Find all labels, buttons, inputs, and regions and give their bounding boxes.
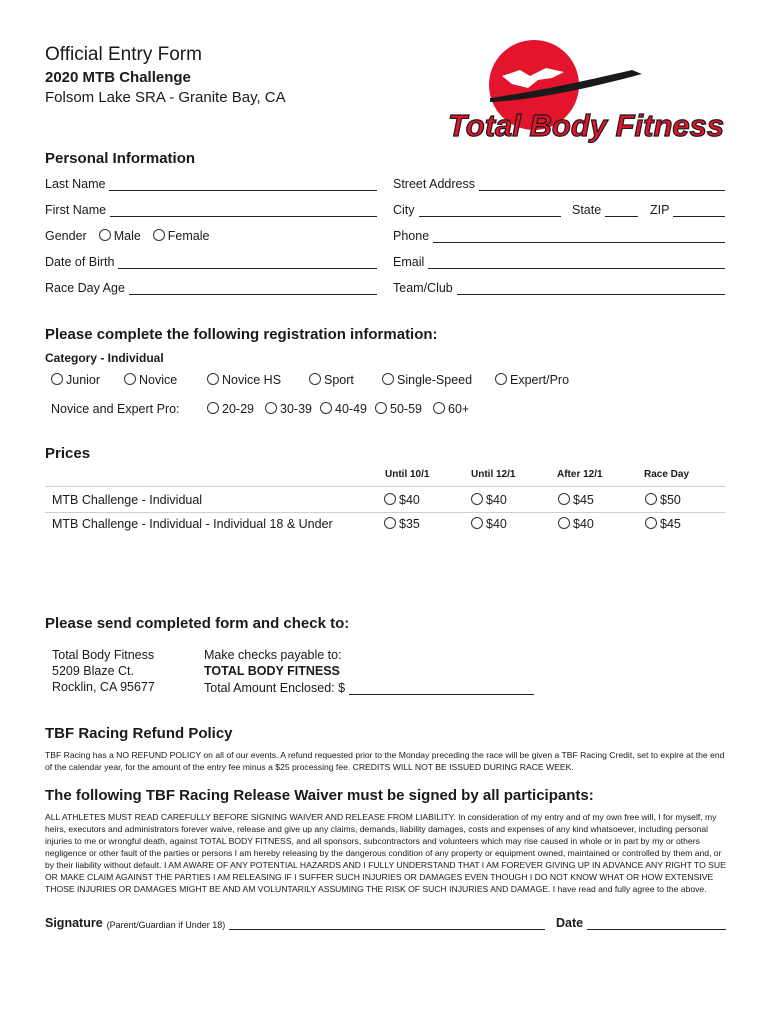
- price-col-until-10-1: Until 10/1: [385, 469, 430, 480]
- radio-icon: [124, 373, 136, 385]
- email-field[interactable]: Email: [393, 253, 725, 269]
- team-club-field[interactable]: Team/Club: [393, 279, 725, 295]
- form-title: Official Entry Form: [45, 44, 202, 65]
- radio-icon: [153, 229, 165, 241]
- age-60-plus-option[interactable]: 60+: [433, 402, 469, 416]
- radio-icon: [433, 402, 445, 414]
- category-junior-option[interactable]: Junior: [51, 373, 100, 387]
- category-single-speed-option[interactable]: Single-Speed: [382, 373, 472, 387]
- total-body-fitness-logo: [442, 40, 727, 144]
- price-option[interactable]: $50: [645, 493, 681, 507]
- prices-divider: [45, 486, 725, 487]
- date-field[interactable]: Date: [556, 914, 726, 930]
- refund-heading: TBF Racing Refund Policy: [45, 725, 233, 742]
- registration-heading: Please complete the following registration information:: [45, 326, 438, 343]
- radio-icon: [265, 402, 277, 414]
- logo-wordmark: Total Body Fitness: [448, 108, 725, 143]
- price-col-until-12-1: Until 12/1: [471, 469, 516, 480]
- first-name-field[interactable]: First Name: [45, 201, 377, 217]
- radio-icon: [320, 402, 332, 414]
- radio-icon: [645, 493, 657, 505]
- event-name: 2020 MTB Challenge: [45, 69, 191, 86]
- send-heading: Please send completed form and check to:: [45, 615, 350, 632]
- radio-icon: [471, 493, 483, 505]
- radio-icon: [558, 493, 570, 505]
- radio-icon: [382, 373, 394, 385]
- event-location: Folsom Lake SRA - Granite Bay, CA: [45, 89, 286, 106]
- category-label: Category - Individual: [45, 351, 164, 365]
- prices-heading: Prices: [45, 445, 91, 462]
- radio-icon: [471, 517, 483, 529]
- price-row-name: MTB Challenge - Individual - Individual 18 & Under: [52, 517, 333, 531]
- age-30-39-option[interactable]: 30-39: [265, 402, 312, 416]
- prices-divider: [45, 512, 725, 513]
- payable-block: Make checks payable to: TOTAL BODY FITNESS: [204, 648, 342, 678]
- race-day-age-field[interactable]: Race Day Age: [45, 279, 377, 295]
- price-col-after-12-1: After 12/1: [557, 469, 603, 480]
- radio-icon: [309, 373, 321, 385]
- personal-info-heading: Personal Information: [45, 150, 196, 167]
- state-field[interactable]: State: [572, 201, 638, 217]
- waiver-text: ALL ATHLETES MUST READ CAREFULLY BEFORE SIGNING WAIVER AND RELEASE FROM LIABILITY. In consideration of my entry and of my own free will, I for myself, my heirs, executors and administrators forever waive, release and give up any claims, demands, liability damages, costs and expenses of any kind whatsoever, including personal injuries to me or wrongful death, against TOTAL BODY FITNESS, and all sponsors, subcontractors and volunteers which may rise caused in whole or in part by my or others negligence or other fault of the parties or persons I am hereby releasing by the dangerous condition of any property or equipment owned, maintained or controlled by them and, or by their liability without default. I AM AWARE OF ANY POTENTIAL HAZARDS AND I FULLY UNDERSTAND THAT I AM FOREVER GIVING UP IN ADVANCE ANY RIGHT TO SUE OR MAKE CLAIM AGAINST THE PARTIES I AM RELEASING IF I SUFFER SUCH INJURIES OR DAMAGES EVEN THOUGH I DO NOT KNOW WHAT OR HOW EXTENSIVE THOSE INJURIES OR DAMAGES MIGHT BE AND AM VOLUNTARILY ASSUMING THE RISK OF SUCH INJURIES AND DAMAGE. I have read and fully agree to the above.: [45, 812, 726, 894]
- price-option[interactable]: $40: [471, 517, 507, 531]
- mailing-address: Total Body Fitness 5209 Blaze Ct. Rocklin, CA 95677: [52, 648, 155, 694]
- category-sport-option[interactable]: Sport: [309, 373, 354, 387]
- dob-field[interactable]: Date of Birth: [45, 253, 377, 269]
- zip-field[interactable]: ZIP: [650, 201, 725, 217]
- price-option[interactable]: $40: [471, 493, 507, 507]
- category-novice-option[interactable]: Novice: [124, 373, 177, 387]
- price-option[interactable]: $40: [558, 517, 594, 531]
- city-field[interactable]: City: [393, 201, 561, 217]
- price-option[interactable]: $35: [384, 517, 420, 531]
- price-option[interactable]: $45: [558, 493, 594, 507]
- category-novice-hs-option[interactable]: Novice HS: [207, 373, 281, 387]
- age-group-label: Novice and Expert Pro:: [51, 402, 180, 416]
- radio-icon: [207, 373, 219, 385]
- last-name-field[interactable]: Last Name: [45, 175, 377, 191]
- total-amount-field[interactable]: Total Amount Enclosed: $: [204, 679, 534, 695]
- signature-field[interactable]: Signature (Parent/Guardian if Under 18): [45, 914, 545, 930]
- age-40-49-option[interactable]: 40-49: [320, 402, 367, 416]
- radio-icon: [99, 229, 111, 241]
- radio-icon: [384, 517, 396, 529]
- refund-text: TBF Racing has a NO REFUND POLICY on all of our events. A refund requested prior to the Monday preceding the race will be given a TBF Racing Credit, set to expire at the end of the calendar year, for the amount of the entry fee minus a $25 processing fee. CREDITS WILL NOT BE ISSUED DURING RACE WEEK.: [45, 750, 725, 772]
- phone-field[interactable]: Phone: [393, 227, 725, 243]
- radio-icon: [558, 517, 570, 529]
- gender-field: Gender Male Female: [45, 229, 210, 243]
- price-col-race-day: Race Day: [644, 469, 690, 480]
- price-option[interactable]: $40: [384, 493, 420, 507]
- radio-icon: [51, 373, 63, 385]
- price-row-name: MTB Challenge - Individual: [52, 493, 203, 507]
- age-20-29-option[interactable]: 20-29: [207, 402, 254, 416]
- radio-icon: [495, 373, 507, 385]
- radio-icon: [384, 493, 396, 505]
- radio-icon: [645, 517, 657, 529]
- age-50-59-option[interactable]: 50-59: [375, 402, 422, 416]
- street-address-field[interactable]: Street Address: [393, 175, 725, 191]
- category-expert-pro-option[interactable]: Expert/Pro: [495, 373, 569, 387]
- gender-male-option[interactable]: Male: [99, 229, 141, 243]
- radio-icon: [207, 402, 219, 414]
- gender-female-option[interactable]: Female: [153, 229, 210, 243]
- radio-icon: [375, 402, 387, 414]
- waiver-heading: The following TBF Racing Release Waiver must be signed by all participants:: [45, 787, 594, 804]
- price-option[interactable]: $45: [645, 517, 681, 531]
